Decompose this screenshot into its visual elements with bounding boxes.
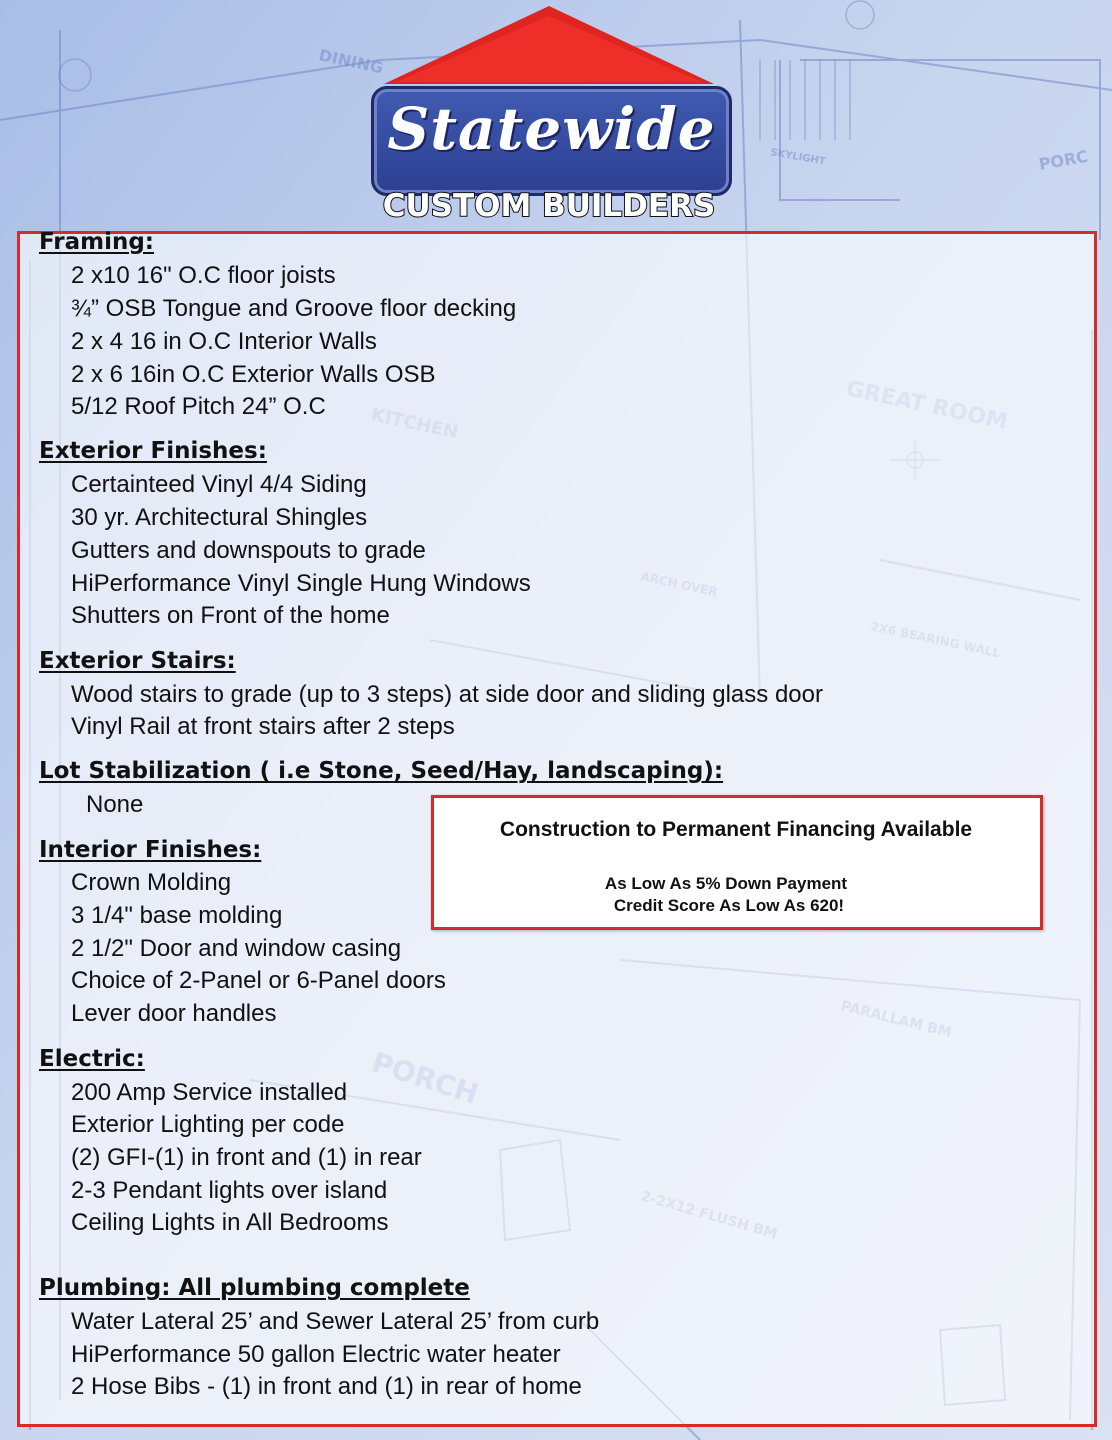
electric-item: 2-3 Pendant lights over island [71, 1177, 388, 1204]
framing-item: 2 x 6 16in O.C Exterior Walls OSB [71, 361, 436, 388]
logo-plate [371, 86, 732, 196]
electric-item: Ceiling Lights in All Bedrooms [71, 1209, 389, 1236]
logo-roof-highlight [396, 16, 702, 82]
statewide-logo [368, 6, 730, 228]
exterior-finishes-item: HiPerformance Vinyl Single Hung Windows [71, 570, 531, 597]
logo-subtitle: CUSTOM BUILDERS [382, 188, 716, 224]
exterior-finishes-item: Certainteed Vinyl 4/4 Siding [71, 471, 367, 498]
interior-finishes-item: 2 1/2" Door and window casing [71, 935, 402, 962]
framing-item: 5/12 Roof Pitch 24” O.C [71, 393, 326, 420]
financing-title: Construction to Permanent Financing Available [499, 818, 973, 841]
framing-item: ¾” OSB Tongue and Groove floor decking [71, 295, 517, 322]
section-title-exterior-finishes: Exterior Finishes: [39, 438, 267, 464]
exterior-stairs-item: Vinyl Rail at front stairs after 2 steps [71, 713, 455, 740]
framing-item: 2 x 4 16 in O.C Interior Walls [71, 328, 377, 355]
interior-finishes-item: Lever door handles [71, 1000, 277, 1027]
bp-label-skylight: SKYLIGHT [769, 147, 827, 168]
exterior-finishes-item: Gutters and downspouts to grade [71, 537, 426, 564]
exterior-finishes-item: Shutters on Front of the home [71, 602, 390, 629]
bp-label-porch-top: PORC [1037, 146, 1090, 174]
section-title-electric: Electric: [39, 1046, 145, 1072]
framing-item: 2 x10 16" O.C floor joists [71, 262, 336, 289]
bp-label-dining: DINING [317, 45, 385, 78]
exterior-finishes-item: 30 yr. Architectural Shingles [71, 504, 368, 531]
plumbing-item: Water Lateral 25’ and Sewer Lateral 25’ from curb [71, 1308, 600, 1335]
plumbing-item: HiPerformance 50 gallon Electric water heater [71, 1341, 561, 1368]
section-title-lot-stabilization: Lot Stabilization ( i.e Stone, Seed/Hay, landscaping): [39, 758, 724, 784]
financing-callout [431, 795, 1043, 930]
section-title-plumbing: Plumbing: All plumbing complete [39, 1275, 470, 1301]
exterior-stairs-item: Wood stairs to grade (up to 3 steps) at side door and sliding glass door [71, 681, 823, 708]
electric-item: (2) GFI-(1) in front and (1) in rear [71, 1144, 422, 1171]
lot-stabilization-item: None [86, 791, 144, 818]
interior-finishes-item: Crown Molding [71, 869, 232, 896]
interior-finishes-item: 3 1/4" base molding [71, 902, 283, 929]
electric-item: Exterior Lighting per code [71, 1111, 345, 1138]
section-title-interior-finishes: Interior Finishes: [39, 837, 262, 863]
financing-down-payment: As Low As 5% Down Payment [604, 874, 848, 893]
electric-item: 200 Amp Service installed [71, 1079, 348, 1106]
section-title-framing: Framing: [39, 229, 154, 255]
interior-finishes-item: Choice of 2-Panel or 6-Panel doors [71, 967, 446, 994]
logo-script-text: Statewide [387, 95, 716, 163]
plumbing-item: 2 Hose Bibs - (1) in front and (1) in rear of home [71, 1373, 582, 1400]
section-title-exterior-stairs: Exterior Stairs: [39, 648, 236, 674]
financing-credit-score: Credit Score As Low As 620! [613, 896, 845, 915]
